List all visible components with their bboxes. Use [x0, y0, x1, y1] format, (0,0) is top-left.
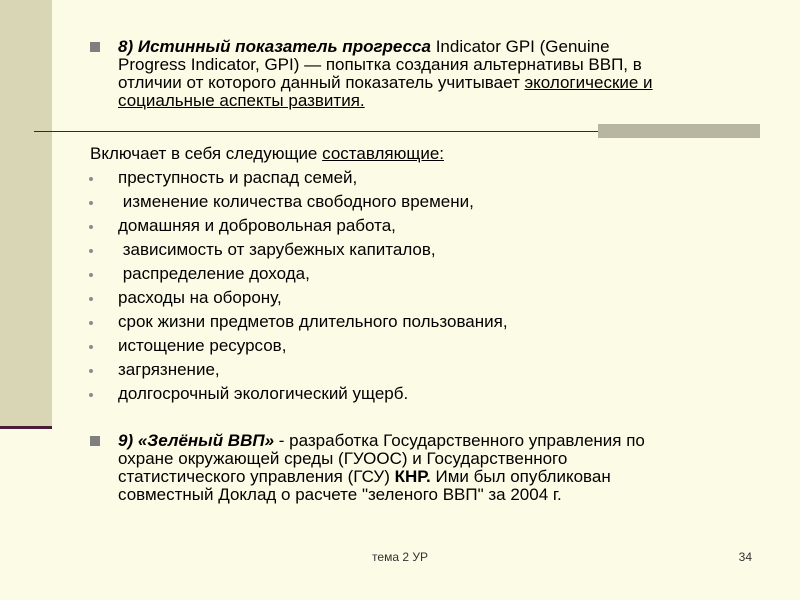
section8-link-social[interactable]: социальные аспекты развития. — [118, 91, 365, 110]
includes-heading-text: Включает в себя следующие — [90, 144, 323, 163]
list-item-text: истощение ресурсов, — [118, 336, 287, 355]
section8-line2: Progress Indicator, GPI) — попытка создания альтернативы ВВП, в — [118, 55, 642, 74]
section8-line4 — [118, 92, 758, 110]
list-item — [0, 216, 800, 240]
dot-bullet-icon — [89, 297, 93, 301]
divider-block — [598, 124, 760, 138]
footer-topic: тема 2 УР — [372, 550, 428, 564]
list-item — [0, 240, 800, 264]
section8-line3 — [118, 74, 758, 92]
list-item — [0, 312, 800, 336]
list-item-text: изменение количества свободного времени, — [118, 192, 474, 211]
includes-heading — [90, 144, 444, 164]
section9-line4: совместный Доклад о расчете "зеленого ВВП" за 2004 г. — [118, 485, 562, 504]
section9-paragraph — [118, 432, 758, 504]
dot-bullet-icon — [89, 393, 93, 397]
dot-bullet-icon — [89, 225, 93, 229]
list-item-text: распределение дохода, — [118, 264, 310, 283]
section9-line3-rest: Ими был опубликован — [430, 467, 611, 486]
section8-line1-rest: (Genuine — [539, 37, 610, 56]
section8-indicator: Indicator GPI — [435, 37, 535, 56]
list-item — [0, 288, 800, 312]
square-bullet-icon — [90, 42, 100, 52]
list-item-text: домашняя и добровольная работа, — [118, 216, 396, 235]
list-item — [0, 264, 800, 288]
section9-line1-rest: - разработка Государственного управления по — [278, 431, 645, 450]
list-item-text: зависимость от зарубежных капиталов, — [118, 240, 436, 259]
page-number: 34 — [738, 550, 752, 564]
includes-heading-link[interactable]: составляющие: — [322, 144, 444, 163]
section8-line1 — [118, 38, 758, 56]
list-item — [0, 360, 800, 384]
dot-bullet-icon — [89, 345, 93, 349]
dot-bullet-icon — [89, 177, 93, 181]
left-decor-line — [0, 426, 52, 429]
list-item-text: долгосрочный экологический ущерб. — [118, 384, 409, 403]
dot-bullet-icon — [89, 249, 93, 253]
list-item-text: преступность и распад семей, — [118, 168, 358, 187]
section8-title: 8) Истинный показатель прогресса — [118, 37, 431, 56]
section9-country: КНР. — [394, 467, 431, 486]
section9-line1 — [118, 432, 758, 450]
list-item — [0, 168, 800, 192]
list-item-text: расходы на оборону, — [118, 288, 282, 307]
section9-line3 — [118, 468, 758, 486]
section8-paragraph — [118, 38, 758, 110]
dot-bullet-icon — [89, 321, 93, 325]
section8-line3-text: отличии от которого данный показатель учитывает — [118, 73, 525, 92]
list-item-text: срок жизни предметов длительного пользования, — [118, 312, 508, 331]
list-item-text: загрязнение, — [118, 360, 220, 379]
dot-bullet-icon — [89, 273, 93, 277]
list-item — [0, 192, 800, 216]
section9-line2: охране окружающей среды (ГУООС) и Государственного — [118, 449, 568, 468]
section9-title: 9) «Зелёный ВВП» — [118, 431, 275, 450]
square-bullet-icon — [90, 436, 100, 446]
list-item — [0, 384, 800, 408]
dot-bullet-icon — [89, 369, 93, 373]
dot-bullet-icon — [89, 201, 93, 205]
section9-line3-text: статистического управления (ГСУ) — [118, 467, 395, 486]
section8-link-ecological[interactable]: экологические и — [524, 73, 653, 92]
list-item — [0, 336, 800, 360]
